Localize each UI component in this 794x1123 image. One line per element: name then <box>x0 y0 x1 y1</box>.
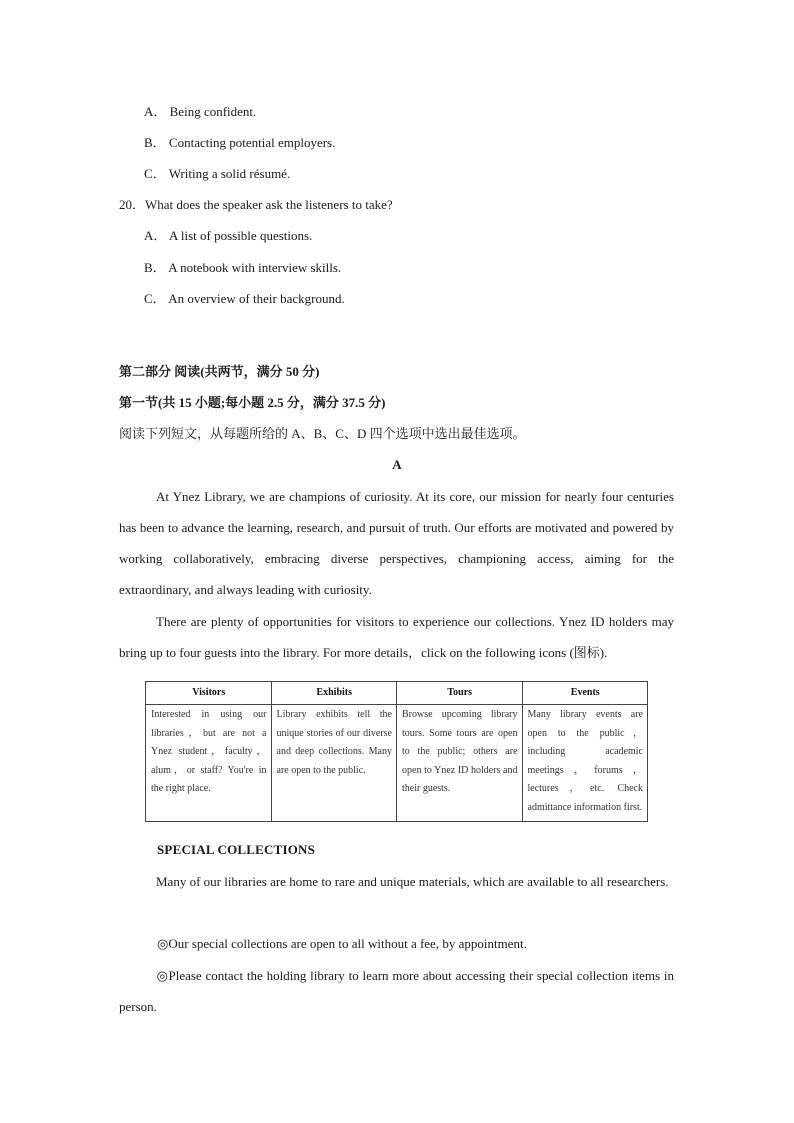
q20-stem: 20．What does the speaker ask the listeners to take? <box>119 197 393 212</box>
q19-option-b <box>144 135 335 151</box>
option-text: A list of possible questions. <box>168 228 313 243</box>
option-text: Being confident. <box>169 104 257 119</box>
special-bullet-1: ◎Our special collections are open to all without a fee, by appointment. <box>157 936 527 951</box>
table-cell-visitors: Interested in using our libraries，but are not a Ynez student，faculty，alum，or staff? You're in the right place. <box>146 705 272 822</box>
icons-table <box>145 681 648 822</box>
table-header-exhibits: Exhibits <box>271 682 397 705</box>
option-letter: A． <box>144 228 167 243</box>
option-text: Writing a solid résumé. <box>168 166 291 181</box>
passage-paragraph-2 <box>119 606 674 668</box>
option-letter: B． <box>144 135 166 150</box>
q20-option-b <box>144 260 341 276</box>
paragraph-text: ◎Please contact the holding library to learn more about accessing their special collection items in person. <box>119 968 674 1014</box>
special-bullet-2 <box>119 960 674 1022</box>
reading-instruction: 阅读下列短文，从每题所给的 A、B、C、D 四个选项中选出最佳选项。 <box>119 426 526 441</box>
q20-option-c <box>144 291 345 307</box>
option-letter: A． <box>144 104 167 119</box>
table-cell-tours: Browse upcoming library tours. Some tours are open to the public; others are open to Ynez ID holders and their guests. <box>397 705 523 822</box>
table-header-tours: Tours <box>397 682 523 705</box>
option-text: An overview of their background. <box>168 291 345 306</box>
option-text: A notebook with interview skills. <box>168 260 342 275</box>
paragraph-text: At Ynez Library, we are champions of curiosity. At its core, our mission for nearly four centuries has been to advance the learning, research, and pursuit of truth. Our efforts are motivated and powered by working collaboratively, embracing diverse perspectives, championing access, aiming for the extraordinary, and always leading with curiosity. <box>119 489 674 597</box>
option-letter: C． <box>144 166 166 181</box>
table-cell-events: Many library events are open to the public，including academic meetings，forums，lectures，etc. Check admittance information first. <box>522 705 648 822</box>
table-cell-exhibits: Library exhibits tell the unique stories of our diverse and deep collections. Many are open to the public. <box>271 705 397 822</box>
q19-option-c <box>144 166 290 182</box>
table-header-visitors: Visitors <box>146 682 272 705</box>
option-letter: B． <box>144 260 166 275</box>
section1-title: 第一节(共 15 小题;每小题 2.5 分，满分 37.5 分) <box>119 395 386 410</box>
paragraph-text: There are plenty of opportunities for visitors to experience our collections. Ynez ID holders may bring up to four guests into the library. For more details，click on the following icons (图标). <box>119 614 674 660</box>
q20-option-a <box>144 228 312 244</box>
passage-label: A <box>392 457 402 472</box>
q19-option-a <box>144 104 256 120</box>
part2-title: 第二部分 阅读(共两节，满分 50 分) <box>119 364 320 379</box>
paragraph-text: Many of our libraries are home to rare and unique materials, which are available to all researchers. <box>156 874 669 889</box>
option-letter: C． <box>144 291 166 306</box>
passage-paragraph-3 <box>119 866 674 897</box>
table-header-events: Events <box>522 682 648 705</box>
passage-paragraph-1 <box>119 481 674 605</box>
option-text: Contacting potential employers. <box>168 135 336 150</box>
special-collections-title: SPECIAL COLLECTIONS <box>157 842 316 857</box>
